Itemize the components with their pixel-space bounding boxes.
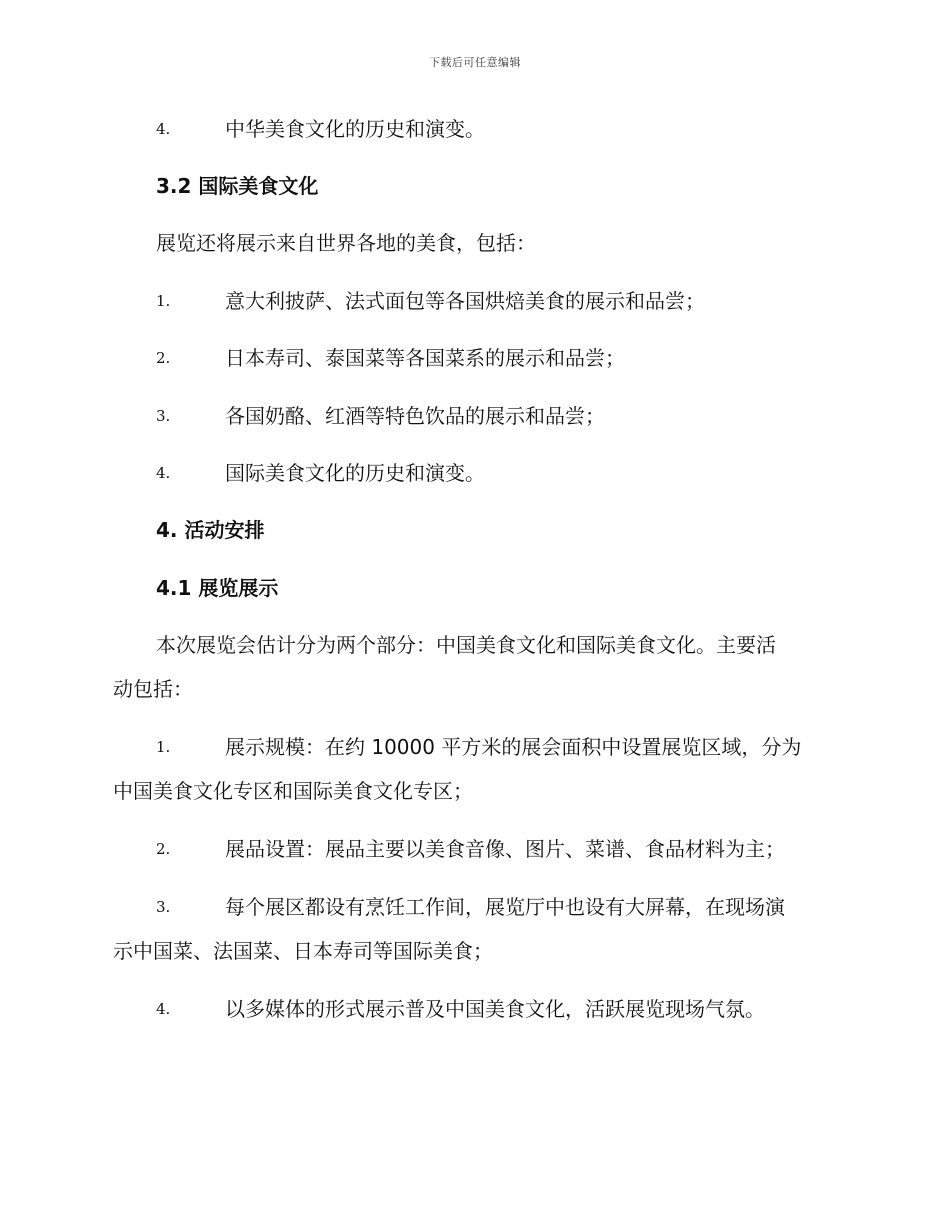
list-number: 4. bbox=[156, 120, 171, 138]
list-text: 展示规模：在约 10000 平方米的展会面积中设置展览区域，分为 bbox=[225, 735, 802, 759]
section-heading-4-1: 4.1 展览展示 bbox=[156, 576, 279, 600]
list-number: 4. bbox=[156, 464, 171, 482]
section-intro-continued: 动包括： bbox=[113, 677, 193, 701]
list-number: 2. bbox=[156, 349, 171, 367]
list-number: 1. bbox=[156, 292, 171, 310]
list-text: 中华美食文化的历史和演变。 bbox=[225, 117, 485, 141]
list-text: 每个展区都设有烹饪工作间，展览厅中也设有大屏幕，在现场演 bbox=[225, 895, 785, 919]
list-number: 1. bbox=[156, 738, 171, 756]
section-intro: 展览还将展示来自世界各地的美食，包括： bbox=[156, 231, 536, 255]
list-text: 国际美食文化的历史和演变。 bbox=[225, 461, 485, 485]
section-heading-4: 4. 活动安排 bbox=[156, 518, 265, 542]
list-number: 3. bbox=[156, 407, 171, 425]
list-text: 以多媒体的形式展示普及中国美食文化，活跃展览现场气氛。 bbox=[225, 997, 765, 1021]
list-text-continued: 中国美食文化专区和国际美食文化专区； bbox=[113, 779, 473, 803]
page-header: 下载后可任意编辑 bbox=[429, 56, 521, 69]
list-text: 各国奶酪、红酒等特色饮品的展示和品尝； bbox=[225, 404, 605, 428]
list-text: 日本寿司、泰国菜等各国菜系的展示和品尝； bbox=[225, 346, 625, 370]
list-number: 2. bbox=[156, 840, 171, 858]
list-text: 展品设置：展品主要以美食音像、图片、菜谱、食品材料为主； bbox=[225, 837, 785, 861]
list-text-continued: 示中国菜、法国菜、日本寿司等国际美食； bbox=[113, 939, 493, 963]
list-number: 3. bbox=[156, 898, 171, 916]
section-heading-3-2: 3.2 国际美食文化 bbox=[156, 174, 319, 198]
list-number: 4. bbox=[156, 1000, 171, 1018]
section-intro: 本次展览会估计分为两个部分：中国美食文化和国际美食文化。主要活 bbox=[156, 633, 776, 657]
list-text: 意大利披萨、法式面包等各国烘焙美食的展示和品尝； bbox=[225, 289, 705, 313]
